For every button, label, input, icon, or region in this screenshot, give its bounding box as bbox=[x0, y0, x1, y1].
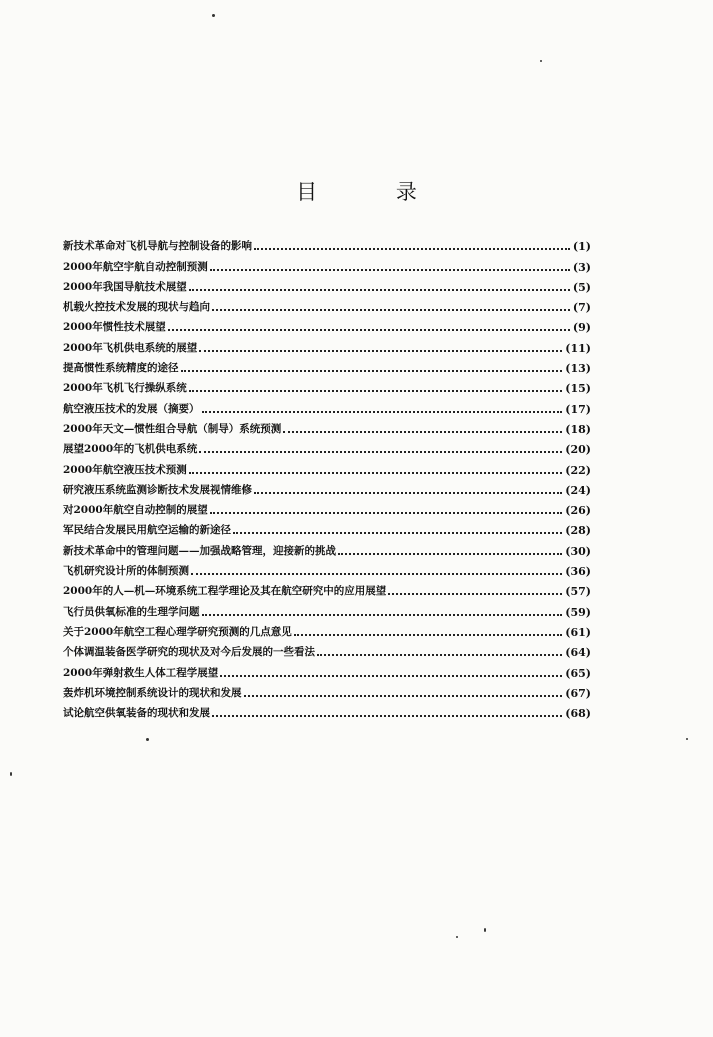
toc-leader-dots bbox=[233, 532, 562, 534]
toc-entry-page: (59) bbox=[565, 605, 591, 619]
scan-speck bbox=[484, 928, 486, 932]
toc-entry-title: 2000年我国导航技术展望 bbox=[63, 280, 187, 293]
toc-entry bbox=[63, 639, 591, 659]
toc-entry-page: (22) bbox=[565, 463, 591, 477]
toc-entry-page: (65) bbox=[565, 666, 591, 680]
toc-entry-title: 2000年航空液压技术预测 bbox=[63, 463, 187, 476]
toc-entry-page: (3) bbox=[572, 260, 591, 274]
toc-entry bbox=[63, 537, 591, 557]
toc-entry-title: 个体调温装备医学研究的现状及对今后发展的一些看法 bbox=[63, 646, 315, 659]
toc-entry-title: 飞行员供氧标准的生理学问题 bbox=[63, 605, 200, 618]
toc-leader-dots bbox=[189, 472, 563, 474]
toc-entry-page: (15) bbox=[565, 382, 591, 396]
toc-entry-page: (20) bbox=[565, 443, 591, 457]
toc-entry bbox=[63, 253, 591, 273]
toc-entry-title: 2000年惯性技术展望 bbox=[63, 321, 166, 334]
toc-leader-dots bbox=[168, 329, 570, 331]
toc-leader-dots bbox=[202, 614, 563, 616]
page-title: 目 录 bbox=[296, 180, 453, 204]
toc-leader-dots bbox=[220, 675, 562, 677]
toc-entry-page: (30) bbox=[565, 544, 591, 558]
scan-speck bbox=[456, 936, 458, 938]
toc-entry-title: 新技术革命对飞机导航与控制设备的影响 bbox=[63, 240, 252, 253]
toc-entry bbox=[63, 598, 591, 618]
toc-entry-page: (36) bbox=[565, 565, 591, 579]
toc-entry-title: 军民结合发展民用航空运输的新途径 bbox=[63, 524, 231, 537]
toc-entry-page: (7) bbox=[572, 301, 591, 315]
toc-leader-dots bbox=[254, 248, 570, 250]
scan-speck bbox=[686, 738, 688, 740]
toc-entry bbox=[63, 294, 591, 314]
toc-entry-title: 关于2000年航空工程心理学研究预测的几点意见 bbox=[63, 625, 292, 638]
toc-entry bbox=[63, 233, 591, 253]
toc-entry-page: (61) bbox=[565, 625, 591, 639]
toc-entry-title: 2000年天文—惯性组合导航（制导）系统预测 bbox=[63, 422, 282, 435]
toc-entry-page: (64) bbox=[565, 646, 591, 660]
toc-leader-dots bbox=[294, 634, 563, 636]
toc-entry-title: 展望2000年的飞机供电系统 bbox=[63, 443, 198, 456]
toc-entry-page: (57) bbox=[565, 585, 591, 599]
toc-entry-title: 研究液压系统监测诊断技术发展视情维修 bbox=[63, 483, 252, 496]
toc-entry-title: 轰炸机环境控制系统设计的现状和发展 bbox=[63, 686, 242, 699]
toc-leader-dots bbox=[202, 411, 563, 413]
scan-speck bbox=[10, 772, 12, 776]
toc-entry-title: 航空液压技术的发展（摘要） bbox=[63, 402, 200, 415]
toc-entry bbox=[63, 416, 591, 436]
toc-entry bbox=[63, 578, 591, 598]
toc-leader-dots bbox=[338, 553, 562, 555]
toc-leader-dots bbox=[283, 431, 562, 433]
toc-leader-dots bbox=[189, 390, 563, 392]
toc-entry-title: 2000年飞机供电系统的展望 bbox=[63, 341, 198, 354]
toc-entry-title: 2000年航空宇航自动控制预测 bbox=[63, 260, 208, 273]
scan-speck bbox=[540, 60, 542, 62]
toc-entry-page: (68) bbox=[565, 707, 591, 721]
toc-entry-page: (26) bbox=[565, 504, 591, 518]
toc-entry-title: 对2000年航空自动控制的展望 bbox=[63, 504, 208, 517]
toc-entry bbox=[63, 334, 591, 354]
toc-leader-dots bbox=[199, 451, 562, 453]
toc-leader-dots bbox=[254, 492, 562, 494]
toc-entry bbox=[63, 456, 591, 476]
toc-entry-title: 试论航空供氧装备的现状和发展 bbox=[63, 707, 210, 720]
toc-entry bbox=[63, 680, 591, 700]
toc-entry-title: 机载火控技术发展的现状与趋向 bbox=[63, 301, 210, 314]
toc-entry bbox=[63, 395, 591, 415]
toc-leader-dots bbox=[210, 512, 563, 514]
toc-leader-dots bbox=[212, 309, 570, 311]
toc-leader-dots bbox=[189, 289, 570, 291]
toc-entry-page: (1) bbox=[572, 240, 591, 254]
toc-entry bbox=[63, 558, 591, 578]
toc-entry-page: (24) bbox=[565, 483, 591, 497]
toc-entry bbox=[63, 700, 591, 720]
scan-speck bbox=[146, 738, 149, 741]
toc-entry-title: 新技术革命中的管理问题——加强战略管理，迎接新的挑战 bbox=[63, 544, 336, 557]
toc-entry-title: 提高惯性系统精度的途径 bbox=[63, 362, 179, 375]
toc-leader-dots bbox=[388, 593, 562, 595]
toc-entry bbox=[63, 477, 591, 497]
toc-entry-title: 2000年的人—机—环境系统工程学理论及其在航空研究中的应用展望 bbox=[63, 585, 387, 598]
toc-entry-page: (28) bbox=[565, 524, 591, 538]
toc-entry-page: (9) bbox=[572, 321, 591, 335]
toc-leader-dots bbox=[191, 573, 562, 575]
toc-entry bbox=[63, 517, 591, 537]
toc-entry-title: 2000年弹射救生人体工程学展望 bbox=[63, 666, 219, 679]
toc-entry bbox=[63, 436, 591, 456]
toc-entry bbox=[63, 274, 591, 294]
toc-entry bbox=[63, 375, 591, 395]
table-of-contents bbox=[63, 233, 591, 720]
toc-entry-page: (13) bbox=[565, 362, 591, 376]
toc-leader-dots bbox=[181, 370, 563, 372]
toc-leader-dots bbox=[212, 715, 562, 717]
toc-entry bbox=[63, 619, 591, 639]
toc-leader-dots bbox=[199, 350, 562, 352]
toc-entry-page: (5) bbox=[572, 280, 591, 294]
toc-leader-dots bbox=[317, 654, 562, 656]
toc-entry-page: (18) bbox=[565, 422, 591, 436]
toc-entry bbox=[63, 659, 591, 679]
toc-entry-page: (67) bbox=[565, 686, 591, 700]
toc-entry-title: 飞机研究设计所的体制预测 bbox=[63, 565, 189, 578]
toc-entry bbox=[63, 497, 591, 517]
toc-entry-page: (17) bbox=[565, 402, 591, 416]
scan-speck bbox=[212, 14, 215, 17]
toc-entry-title: 2000年飞机飞行操纵系统 bbox=[63, 382, 187, 395]
toc-entry bbox=[63, 355, 591, 375]
toc-leader-dots bbox=[210, 269, 570, 271]
toc-entry bbox=[63, 314, 591, 334]
toc-entry-page: (11) bbox=[565, 341, 591, 355]
toc-leader-dots bbox=[244, 695, 563, 697]
